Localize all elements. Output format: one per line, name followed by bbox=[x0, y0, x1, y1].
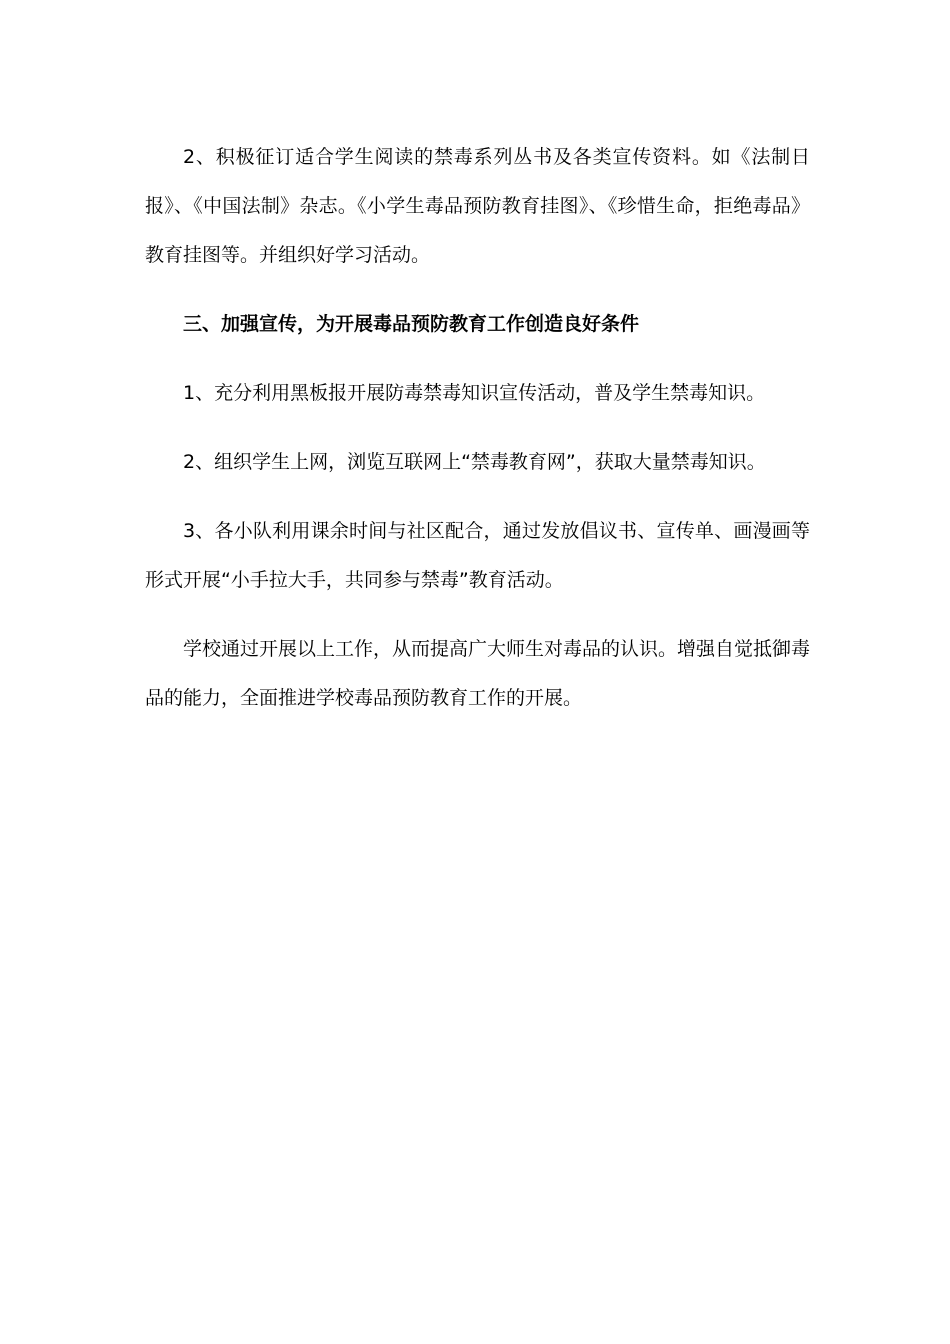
paragraph-conclusion: 学校通过开展以上工作，从而提高广大师生对毒品的认识。增强自觉抵御毒品的能力，全面推进学校毒品预防教育工作的开展。 bbox=[145, 638, 811, 709]
document-body bbox=[145, 133, 810, 723]
paragraph-gap bbox=[145, 605, 810, 625]
paragraph-community: 3、各小队利用课余时间与社区配合，通过发放倡议书、宣传单、画漫画等形式开展“小手拉大手，共同参与禁毒”教育活动。 bbox=[145, 520, 810, 591]
paragraph-subscribe-books: 2、积极征订适合学生阅读的禁毒系列丛书及各类宣传资料。如《法制日报》、《中国法制》杂志。《小学生毒品预防教育挂图》、《珍惜生命，拒绝毒品》教育挂图等。并组织好学习活动。 bbox=[145, 146, 810, 266]
section-heading-publicity: 三、加强宣传，为开展毒品预防教育工作创造良好条件 bbox=[183, 313, 640, 335]
paragraph-gap bbox=[145, 349, 810, 369]
paragraph-gap bbox=[145, 487, 810, 507]
paragraph-internet: 2、组织学生上网，浏览互联网上“禁毒教育网”，获取大量禁毒知识。 bbox=[183, 451, 766, 473]
paragraph-blackboard: 1、充分利用黑板报开展防毒禁毒知识宣传活动，普及学生禁毒知识。 bbox=[183, 382, 766, 404]
paragraph-gap bbox=[145, 280, 810, 300]
paragraph-gap bbox=[145, 418, 810, 438]
